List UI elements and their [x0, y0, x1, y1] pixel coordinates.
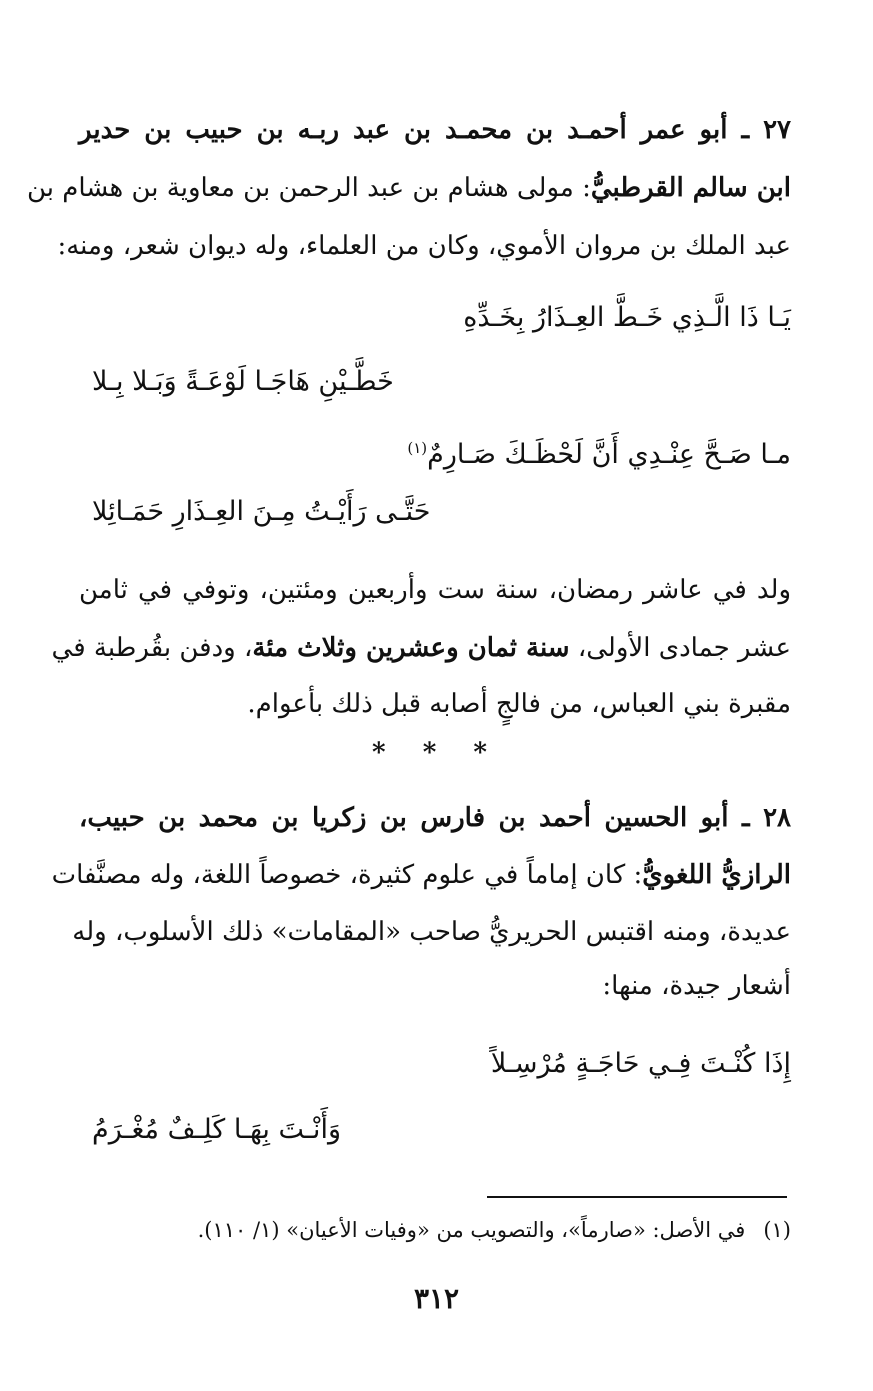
footnote-rule: [487, 1196, 787, 1198]
entry-28-line-2: [51, 855, 791, 895]
footnote-number: (١): [763, 1218, 791, 1242]
entry-27-bio-line-1: ولد في عاشر رمضان، سنة ست وأربعين ومئتين، وتوفي في ثامن: [79, 575, 791, 605]
entry-28-heading: ٢٨ ـ أبو الحسين أحمد بن فارس بن زكريا بن محمد بن حبيب،: [79, 803, 791, 833]
entry-27-name: ابن سالم القرطبيُّ: [590, 173, 791, 203]
poem-27-verse-3: [391, 426, 791, 470]
poem-28-verse-2: وَأَنْـتَ بِهَـا كَلِـفٌ مُغْـرَمُ: [92, 1114, 341, 1145]
footnote-marker: (١): [407, 439, 428, 457]
poem-27-verse-4: حَتَّـى رَأَيْـتُ مِـنَ العِـذَارِ حَمَـائِلا: [92, 496, 431, 527]
poem-27-verse-3-text: مـا صَـحَّ عِنْـدِي أَنَّ لَحْظَـكَ صَـارِمٌ: [427, 439, 791, 470]
page-number: ٣١٢: [413, 1282, 460, 1315]
entry-27-line-2-rest: : مولى هشام بن عبد الرحمن بن معاوية بن هشام بن: [27, 173, 591, 203]
entry-27-bio-line-2-end: ، ودفن بقُرطبة في: [51, 633, 253, 663]
entry-28-line-3: عديدة، ومنه اقتبس الحريريُّ صاحب «المقامات» ذلك الأسلوب، وله: [72, 917, 791, 947]
section-separator: * * *: [372, 738, 501, 768]
poem-27-verse-2: خَطَّـيْنِ هَاجَـا لَوْعَـةً وَبَـلا بِـلا: [92, 366, 394, 397]
entry-28-line-4: أشعار جيدة، منها:: [602, 971, 791, 1001]
entry-28-line-2-rest: : كان إماماً في علوم كثيرة، خصوصاً اللغة، وله مصنَّفات: [51, 860, 643, 890]
entry-28-name: الرازيُّ اللغويُّ: [642, 860, 791, 890]
entry-27-bio-line-2: [51, 628, 791, 668]
entry-27-bio-line-3: مقبرة بني العباس، من فالجٍ أصابه قبل ذلك بأعوام.: [247, 689, 791, 719]
poem-27-verse-1: يَـا ذَا الَّـذِي خَـطَّ العِـذَارُ بِخَـدِّهِ: [463, 302, 791, 333]
poem-28-verse-1: إِذَا كُنْـتَ فِـي حَاجَـةٍ مُرْسِـلاً: [490, 1048, 791, 1079]
footnote: [79, 1214, 791, 1246]
entry-27-bio-line-2-start: عشر جمادى الأولى،: [577, 633, 791, 663]
entry-27-heading: ٢٧ ـ أبو عمر أحمـد بن محمـد بن عبد ربـه بن حبيب بن حدير: [79, 115, 791, 145]
entry-27-line-3: عبد الملك بن مروان الأموي، وكان من العلماء، وله ديوان شعر، ومنه:: [57, 231, 791, 261]
entry-27-line-2: [27, 168, 791, 208]
footnote-text: في الأصل: «صارماً»، والتصويب من «وفيات الأعيان» (١/ ١١٠).: [197, 1218, 746, 1242]
entry-27-death-year: سنة ثمان وعشرين وثلاث مئة: [252, 633, 570, 663]
